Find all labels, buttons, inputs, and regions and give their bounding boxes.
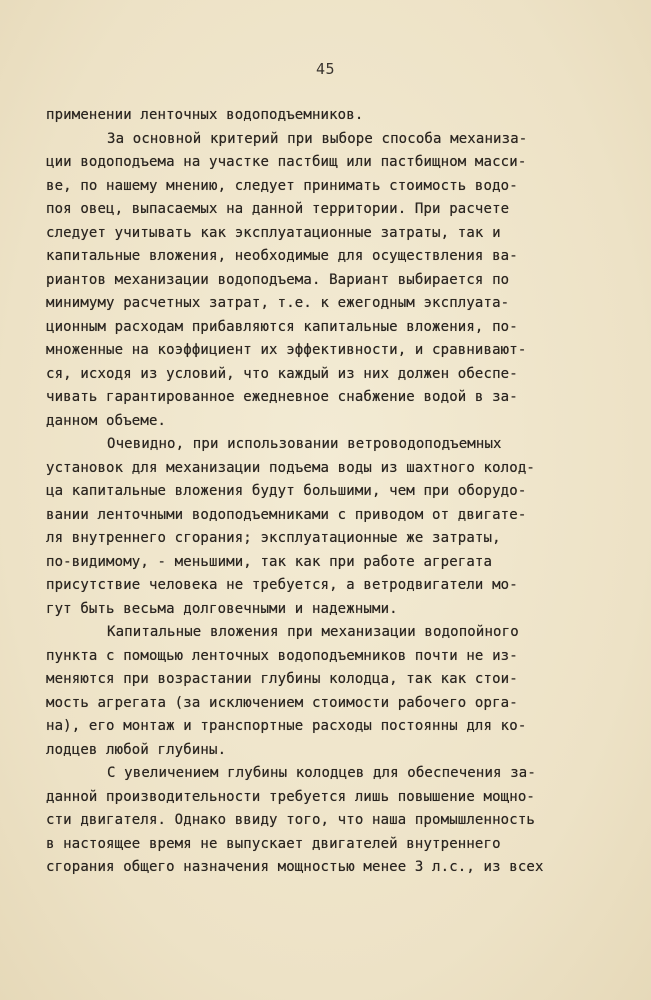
text-line: множенные на коэффициент их эффективности, и сравнивают- — [46, 342, 527, 358]
text-line: поя овец, выпасаемых на данной территории. При расчете — [46, 201, 510, 217]
text-line: ционным расходам прибавляются капитальные вложения, по- — [46, 318, 518, 335]
text-line: За основной критерий при выборе способа механиза- — [107, 130, 528, 147]
text-line: ве, по нашему мнению, следует принимать стоимость водо- — [46, 177, 518, 194]
text-line: чивать гарантированное ежедневное снабжение водой в за- — [46, 389, 518, 405]
text-line: минимуму расчетных затрат, т.е. к ежегодным эксплуата- — [46, 295, 510, 311]
text-line: гут быть весьма долговечными и надежными. — [46, 600, 398, 617]
text-line: риантов механизации водоподъема. Вариант выбирается по — [46, 271, 510, 288]
text-line: пункта с помощью ленточных водоподъемников почти не из- — [46, 647, 518, 664]
body-text — [46, 104, 618, 880]
text-line: С увеличением глубины колодцев для обеспечения за- — [107, 765, 536, 781]
text-line: ца капитальные вложения будут большими, чем при оборудо- — [46, 483, 527, 499]
text-line: присутствие человека не требуется, а ветродвигатели мо- — [46, 577, 518, 593]
text-line: применении ленточных водоподъемников. — [46, 107, 364, 123]
text-line: ся, исходя из условий, что каждый из них должен обеспе- — [46, 365, 518, 382]
text-line: на), его монтаж и транспортные расходы постоянны для ко- — [46, 718, 527, 734]
text-line: следует учитывать как эксплуатационные затраты, так и — [46, 224, 501, 241]
text-line: данном объеме. — [46, 412, 167, 429]
text-line: капитальные вложения, необходимые для осуществления ва- — [46, 248, 518, 264]
text-line: по-видимому, - меньшими, так как при работе агрегата — [46, 553, 493, 570]
text-line: лодцев любой глубины. — [46, 741, 227, 758]
text-line: меняются при возрастании глубины колодца, так как стои- — [46, 671, 518, 687]
text-line: ля внутреннего сгорания; эксплуатационные же затраты, — [46, 530, 501, 546]
text-line: данной производительности требуется лишь повышение мощно- — [46, 788, 535, 805]
text-line: мость агрегата (за исключением стоимости рабочего орга- — [46, 694, 518, 711]
text-line: Очевидно, при использовании ветроводоподъемных — [107, 436, 502, 452]
text-line: вании ленточными водоподъемниками с приводом от двигате- — [46, 506, 527, 523]
text-line: в настоящее время не выпускает двигателей внутреннего — [46, 835, 501, 852]
text-line: сгорания общего назначения мощностью менее 3 л.с., из всех — [46, 859, 544, 875]
text-line: ции водоподъема на участке пастбищ или пастбищном масси- — [46, 154, 527, 170]
text-line: установок для механизации подъема воды из шахтного колод- — [46, 459, 535, 476]
text-line: сти двигателя. Однако ввиду того, что наша промышленность — [46, 812, 535, 828]
text-line: Капитальные вложения при механизации водопойного — [107, 624, 519, 640]
page-number: 45 — [315, 60, 336, 78]
